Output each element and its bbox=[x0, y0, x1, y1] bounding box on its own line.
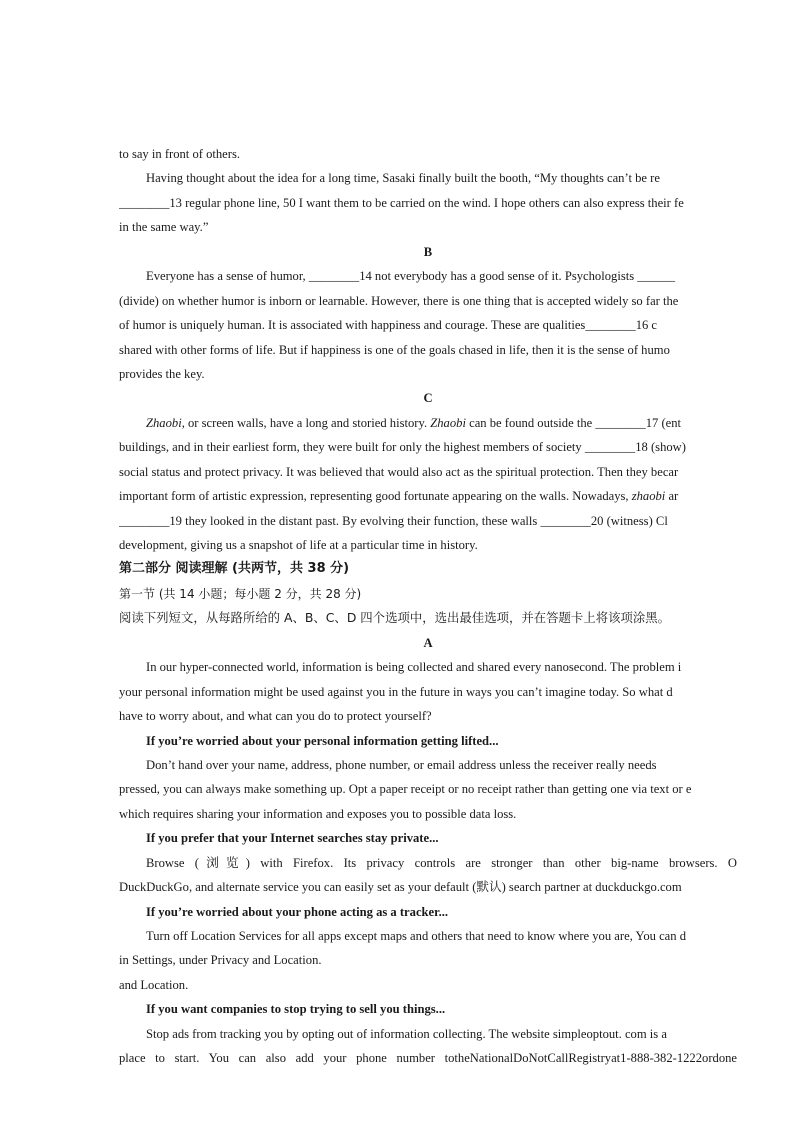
instructions: 阅读下列短文，从每路所给的 A、B、C、D 四个选项中，选出最佳选项，并在答题卡上将该项涂黑。 bbox=[119, 610, 671, 626]
italic-term: Zhaobi bbox=[430, 415, 466, 430]
text-line: Zhaobi, or screen walls, have a long and storied history. Zhaobi can be found outside the ________17 (ent bbox=[146, 415, 682, 430]
text-line: important form of artistic expression, representing good fortunate appearing on the walls. Nowadays, zhaobi ar bbox=[119, 489, 679, 504]
text-line: social status and protect privacy. It was believed that would also act as the spiritual protection. Then they becar bbox=[119, 464, 679, 479]
subheading: If you’re worried about your phone acting as a tracker... bbox=[146, 904, 449, 919]
text-line: your personal information might be used against you in the future in ways you can’t imagine today. So what d bbox=[119, 684, 673, 699]
text-line: in the same way.” bbox=[119, 220, 209, 235]
text-line: Browse (浏览) with Firefox. Its privacy controls are stronger than other big-name browsers. O bbox=[146, 855, 737, 870]
text-line: shared with other forms of life. But if happiness is one of the goals chased in life, then it is the sense of humo bbox=[119, 342, 670, 357]
text-line: DuckDuckGo, and alternate service you can easily set as your default (默认) search partner at duckduckgo.com bbox=[119, 880, 682, 895]
text-line: to say in front of others. bbox=[119, 147, 241, 161]
text-line: which requires sharing your information and exposes you to possible data loss. bbox=[119, 806, 517, 821]
text-line: development, giving us a snapshot of life at a particular time in history. bbox=[119, 538, 478, 552]
text-line: ________19 they looked in the distant past. By evolving their function, these walls ________20 (witness) Cl bbox=[119, 513, 668, 528]
text-line: (divide) on whether humor is inborn or learnable. However, there is one thing that is accepted widely so far the bbox=[119, 293, 679, 308]
text-line: have to worry about, and what can you do to protect yourself? bbox=[119, 709, 432, 724]
text-line: ________13 regular phone line, 50 I want them to be carried on the wind. I hope others can also express their fe bbox=[119, 195, 684, 210]
section-heading-b: B bbox=[423, 244, 433, 259]
text-line: place to start. You can also add your phone number totheNationalDoNotCallRegistryat1-888-382-1222ordone bbox=[119, 1051, 737, 1066]
text-line: Don’t hand over your name, address, phone number, or email address unless the receiver really needs bbox=[146, 757, 657, 772]
section-one-heading: 第一节 (共 14 小题；每小题 2 分，共 28 分) bbox=[119, 586, 362, 601]
text-line: buildings, and in their earliest form, they were built for only the highest members of society ________18 (show) bbox=[119, 440, 686, 455]
text-line: of humor is uniquely human. It is associated with happiness and courage. These are qualities________16 c bbox=[119, 318, 658, 333]
text-line: in Settings, under Privacy and Location. bbox=[119, 953, 322, 968]
text-line: and Location. bbox=[119, 977, 189, 992]
subheading: If you’re worried about your personal information getting lifted... bbox=[146, 733, 499, 748]
text-line: Turn off Location Services for all apps except maps and others that need to know where you are, You can d bbox=[146, 929, 686, 943]
text-line: pressed, you can always make something up. Opt a paper receipt or no receipt rather than getting one via text or e bbox=[119, 782, 692, 797]
subheading: If you want companies to stop trying to sell you things... bbox=[146, 1002, 446, 1017]
subheading: If you prefer that your Internet searches stay private... bbox=[146, 831, 439, 846]
part-two-heading: 第二部分 阅读理解 (共两节，共 38 分) bbox=[119, 561, 350, 577]
text-line: In our hyper-connected world, information is being collected and shared every nanosecond. The problem i bbox=[146, 660, 682, 675]
section-heading-c: C bbox=[423, 391, 433, 406]
italic-term: Zhaobi bbox=[146, 415, 182, 430]
italic-term: zhaobi bbox=[631, 489, 666, 504]
text-line: Stop ads from tracking you by opting out of information collecting. The website simpleoptout. com is a bbox=[146, 1026, 667, 1041]
text-line: Having thought about the idea for a long time, Sasaki finally built the booth, “My thoughts can’t be re bbox=[146, 171, 660, 186]
document-page bbox=[119, 142, 737, 1071]
section-heading-a: A bbox=[423, 635, 433, 650]
text-line: Everyone has a sense of humor, ________14 not everybody has a good sense of it. Psychologists ______ bbox=[146, 269, 676, 284]
text-line: provides the key. bbox=[119, 366, 205, 381]
